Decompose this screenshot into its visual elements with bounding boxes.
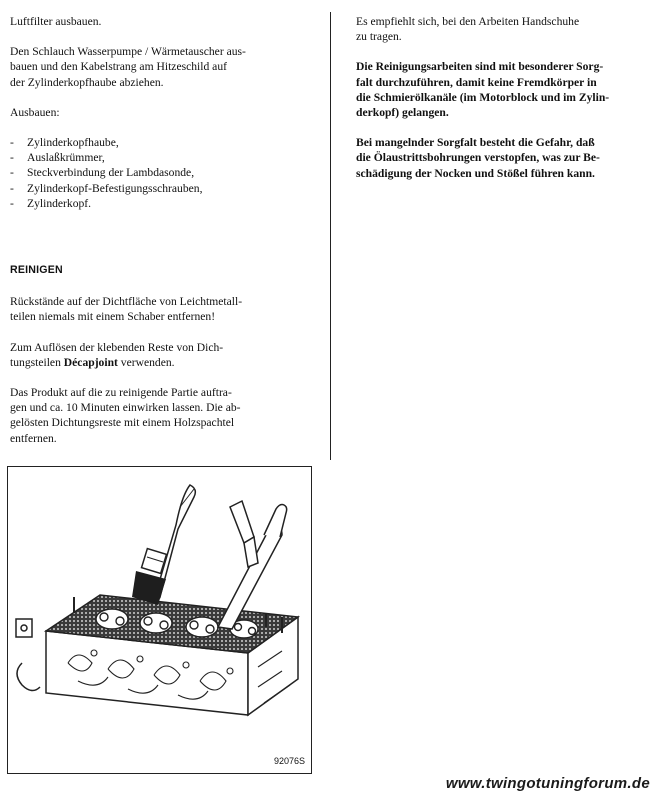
section-heading: REINIGEN xyxy=(10,264,63,277)
list-item: - Zylinderkopf. xyxy=(10,196,92,210)
text-line: tungsteilen Décapjoint verwenden. xyxy=(10,355,175,369)
text-line: derkopf) gelangen. xyxy=(356,106,449,120)
text-line: zu tragen. xyxy=(356,30,402,44)
left-column xyxy=(10,14,310,461)
column-divider xyxy=(330,12,331,460)
text-line: die Schmierölkanäle (im Motorblock und im Zylin- xyxy=(356,90,610,104)
figure-frame xyxy=(7,466,312,774)
text-line: die Ölaustrittsbohrungen verstopfen, was zur Be- xyxy=(356,151,600,165)
text-line: Rückstände auf der Dichtfläche von Leichtmetall- xyxy=(10,295,243,309)
figure-code: 92076S xyxy=(273,755,305,766)
paragraph-damage-warning xyxy=(356,135,648,181)
removal-title: Ausbauen: xyxy=(10,105,60,119)
paragraph-hose-harness xyxy=(10,44,310,90)
paragraph-decapjoint xyxy=(10,340,310,370)
bracket-icon xyxy=(16,619,40,691)
paragraph-air-filter: Luftfilter ausbauen. xyxy=(10,15,102,28)
brush-icon xyxy=(132,485,195,605)
text-line: Den Schlauch Wasserpumpe / Wärmetauscher aus- xyxy=(10,45,246,59)
text-line: Die Reinigungsarbeiten sind mit besonderer Sorg- xyxy=(356,60,604,74)
text-line: Es empfiehlt sich, bei den Arbeiten Handschuhe xyxy=(356,15,580,28)
paragraph-procedure xyxy=(10,385,310,446)
right-column xyxy=(356,14,648,196)
bracket-icon xyxy=(230,501,258,567)
text-line: gelösten Dichtungsreste mit einem Holzspachtel xyxy=(10,416,235,430)
list-item: - Steckverbindung der Lambdasonde, xyxy=(10,166,195,180)
list-item: - Zylinderkopf-Befestigungsschrauben, xyxy=(10,181,203,195)
text-line: Zum Auflösen der klebenden Reste von Dich- xyxy=(10,340,224,354)
list-item: - Auslaßkrümmer, xyxy=(10,151,105,165)
paragraph-gloves xyxy=(356,14,648,44)
watermark: www.twingotuningforum.de xyxy=(445,774,650,792)
product-name: Décapjoint xyxy=(63,355,118,369)
cylinder-head-illustration xyxy=(8,467,311,773)
text-line: entfernen. xyxy=(10,431,57,445)
text-line: Das Produkt auf die zu reinigende Partie auftra- xyxy=(10,386,232,400)
text-line: teilen niemals mit einem Schaber entfernen! xyxy=(10,310,216,324)
list-item: - Zylinderkopfhaube, xyxy=(10,136,119,150)
text-line: der Zylinderkopfhaube abziehen. xyxy=(10,75,164,89)
text-line: gen und ca. 10 Minuten einwirken lassen. Die ab- xyxy=(10,401,241,415)
paragraph-warning-scraper xyxy=(10,294,310,324)
removal-list xyxy=(10,135,310,211)
paragraph-care-warning xyxy=(356,59,648,120)
text-line: schädigung der Nocken und Stößel führen kann. xyxy=(356,166,595,180)
spatula-icon xyxy=(218,505,287,630)
text-line: bauen und den Kabelstrang am Hitzeschild auf xyxy=(10,60,227,74)
text-line: falt durchzuführen, damit keine Fremdkörper in xyxy=(356,75,597,89)
text-line: Bei mangelnder Sorgfalt besteht die Gefahr, daß xyxy=(356,136,595,150)
